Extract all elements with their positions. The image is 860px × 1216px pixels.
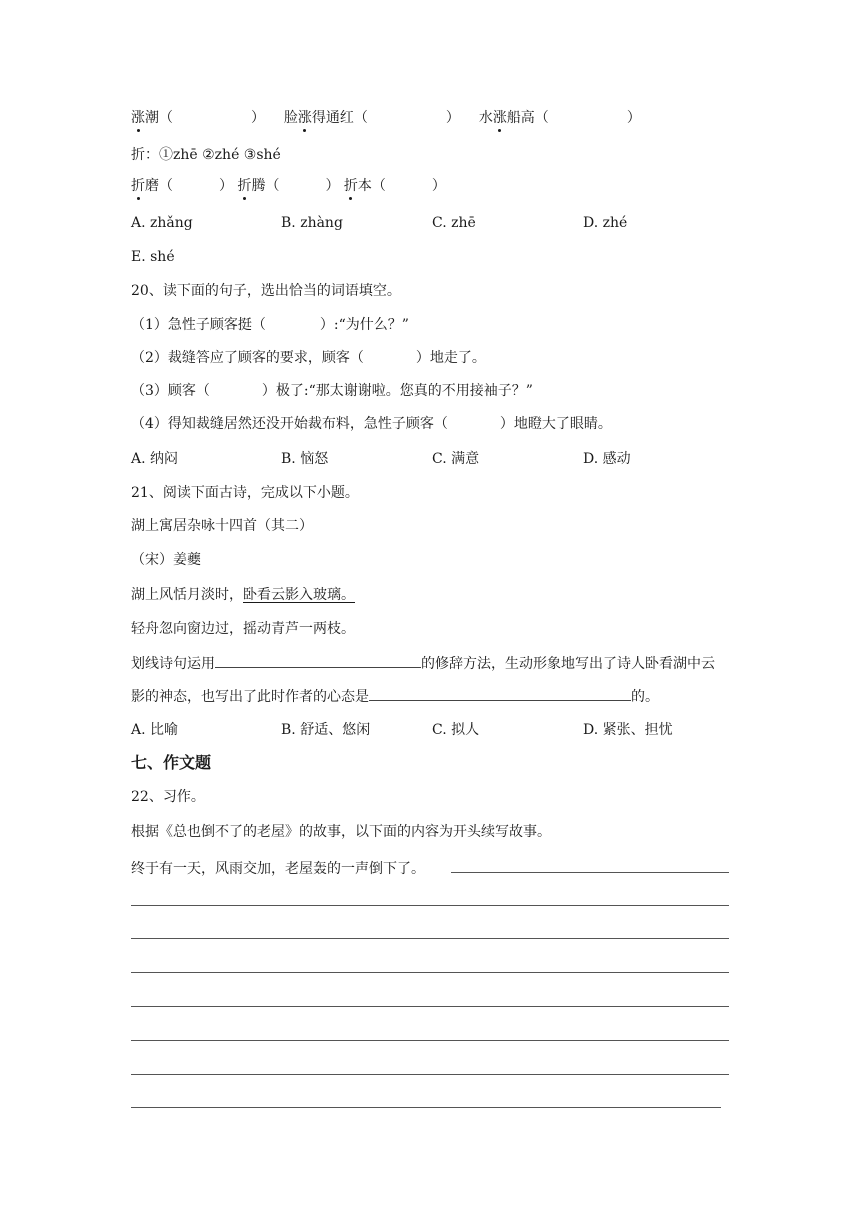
paren-close: ） — [626, 110, 641, 126]
poem-text: 湖上风恬月淡时， — [131, 587, 243, 603]
q21-question-line-2 — [131, 686, 659, 707]
word-text: 脸 — [283, 110, 298, 126]
q19-readings: 折：①zhē ②zhé ③shé — [131, 147, 281, 163]
q21-option-b[interactable]: B. 舒适、悠闲 — [281, 722, 371, 738]
answer-blank[interactable] — [369, 686, 631, 701]
q20-option-b[interactable]: B. 恼怒 — [281, 451, 329, 467]
paren-close: ） — [251, 110, 265, 126]
q20-option-d[interactable]: D. 感动 — [583, 451, 631, 467]
dotted-char: 折 — [343, 178, 358, 194]
underlined-poem-text: 卧看云影入玻璃。 — [243, 587, 355, 603]
question-text: 影的神态，也写出了此时作者的心态是 — [131, 689, 369, 705]
word-text: 水 — [478, 110, 493, 126]
word-text: 潮（ — [145, 110, 173, 126]
q20-option-a[interactable]: A. 纳闷 — [131, 451, 179, 467]
poem-line-2: 轻舟忽向窗边过，摇动青芦一两枝。 — [131, 621, 355, 637]
q21-question-line-1 — [131, 653, 715, 674]
q20-sentence-2 — [131, 348, 486, 368]
q22-start-sentence: 终于有一天，风雨交加，老屋轰的一声倒下了。 — [131, 861, 425, 877]
dotted-char: 折 — [237, 178, 252, 194]
paren-close: ） — [325, 178, 340, 194]
q19-option-a[interactable]: A. zhǎng — [131, 215, 193, 231]
q21-option-d[interactable]: D. 紧张、担忧 — [583, 722, 673, 738]
sentence-text: ）:“为什么？” — [319, 317, 409, 333]
poem-line-1 — [131, 585, 355, 605]
word-text: 得通红（ — [311, 110, 368, 126]
sentence-text: ）极了:“那太谢谢啦。您真的不用接袖子？” — [261, 383, 533, 399]
q22-prompt: 根据《总也倒不了的老屋》的故事，以下面的内容为开头续写故事。 — [131, 824, 551, 840]
q19-option-e[interactable]: E. shé — [131, 249, 175, 265]
writing-line[interactable] — [131, 972, 729, 973]
q19-option-d[interactable]: D. zhé — [583, 215, 628, 231]
sentence-text: ）地走了。 — [415, 350, 486, 366]
q20-sentence-1 — [131, 315, 409, 335]
sentence-text: ）地瞪大了眼睛。 — [499, 416, 612, 432]
dotted-char: 涨 — [297, 110, 312, 126]
poem-author: （宋）姜夔 — [131, 552, 201, 568]
q21-title: 21、阅读下面古诗，完成以下小题。 — [131, 485, 359, 501]
q20-title: 20、读下面的句子，选出恰当的词语填空。 — [131, 283, 401, 299]
sentence-text: （2）裁缝答应了顾客的要求，顾客（ — [131, 350, 364, 366]
writing-line[interactable] — [131, 938, 729, 939]
paren-close: ） — [431, 178, 446, 194]
q19-line-zhe — [131, 176, 446, 196]
dotted-char: 折 — [131, 178, 145, 194]
q20-sentence-3 — [131, 381, 533, 401]
writing-line[interactable] — [131, 1006, 729, 1007]
q20-option-c[interactable]: C. 满意 — [432, 451, 480, 467]
sentence-text: （4）得知裁缝居然还没开始裁布料，急性子顾客（ — [131, 416, 448, 432]
sentence-text: （1）急性子顾客挺（ — [131, 317, 266, 333]
paren-close: ） — [445, 110, 460, 126]
answer-blank[interactable] — [215, 653, 421, 668]
word-text: 腾（ — [251, 178, 280, 194]
q21-option-c[interactable]: C. 拟人 — [432, 722, 480, 738]
q19-line-zhang — [131, 108, 641, 128]
writing-line[interactable] — [451, 872, 729, 873]
q19-option-b[interactable]: B. zhàng — [281, 215, 343, 231]
question-text: 的。 — [631, 689, 659, 705]
question-text: 的修辞方法，生动形象地写出了诗人卧看湖中云 — [421, 656, 715, 672]
section-heading: 七、作文题 — [131, 753, 212, 772]
dotted-char: 涨 — [492, 110, 507, 126]
writing-line[interactable] — [131, 1107, 721, 1108]
q21-option-a[interactable]: A. 比喻 — [131, 722, 179, 738]
dotted-char: 涨 — [131, 110, 145, 126]
question-text: 划线诗句运用 — [131, 656, 215, 672]
word-text: 磨（ — [145, 178, 173, 194]
writing-line[interactable] — [131, 1040, 729, 1041]
sentence-text: （3）顾客（ — [131, 383, 210, 399]
word-text: 本（ — [357, 178, 386, 194]
q22-title: 22、习作。 — [131, 789, 205, 805]
writing-line[interactable] — [131, 1074, 729, 1075]
paren-close: ） — [219, 178, 233, 194]
writing-line[interactable] — [131, 905, 729, 906]
q19-option-c[interactable]: C. zhē — [432, 215, 476, 231]
word-text: 船高（ — [506, 110, 549, 126]
poem-title: 湖上寓居杂咏十四首（其二） — [131, 518, 313, 534]
q20-sentence-4 — [131, 414, 612, 434]
